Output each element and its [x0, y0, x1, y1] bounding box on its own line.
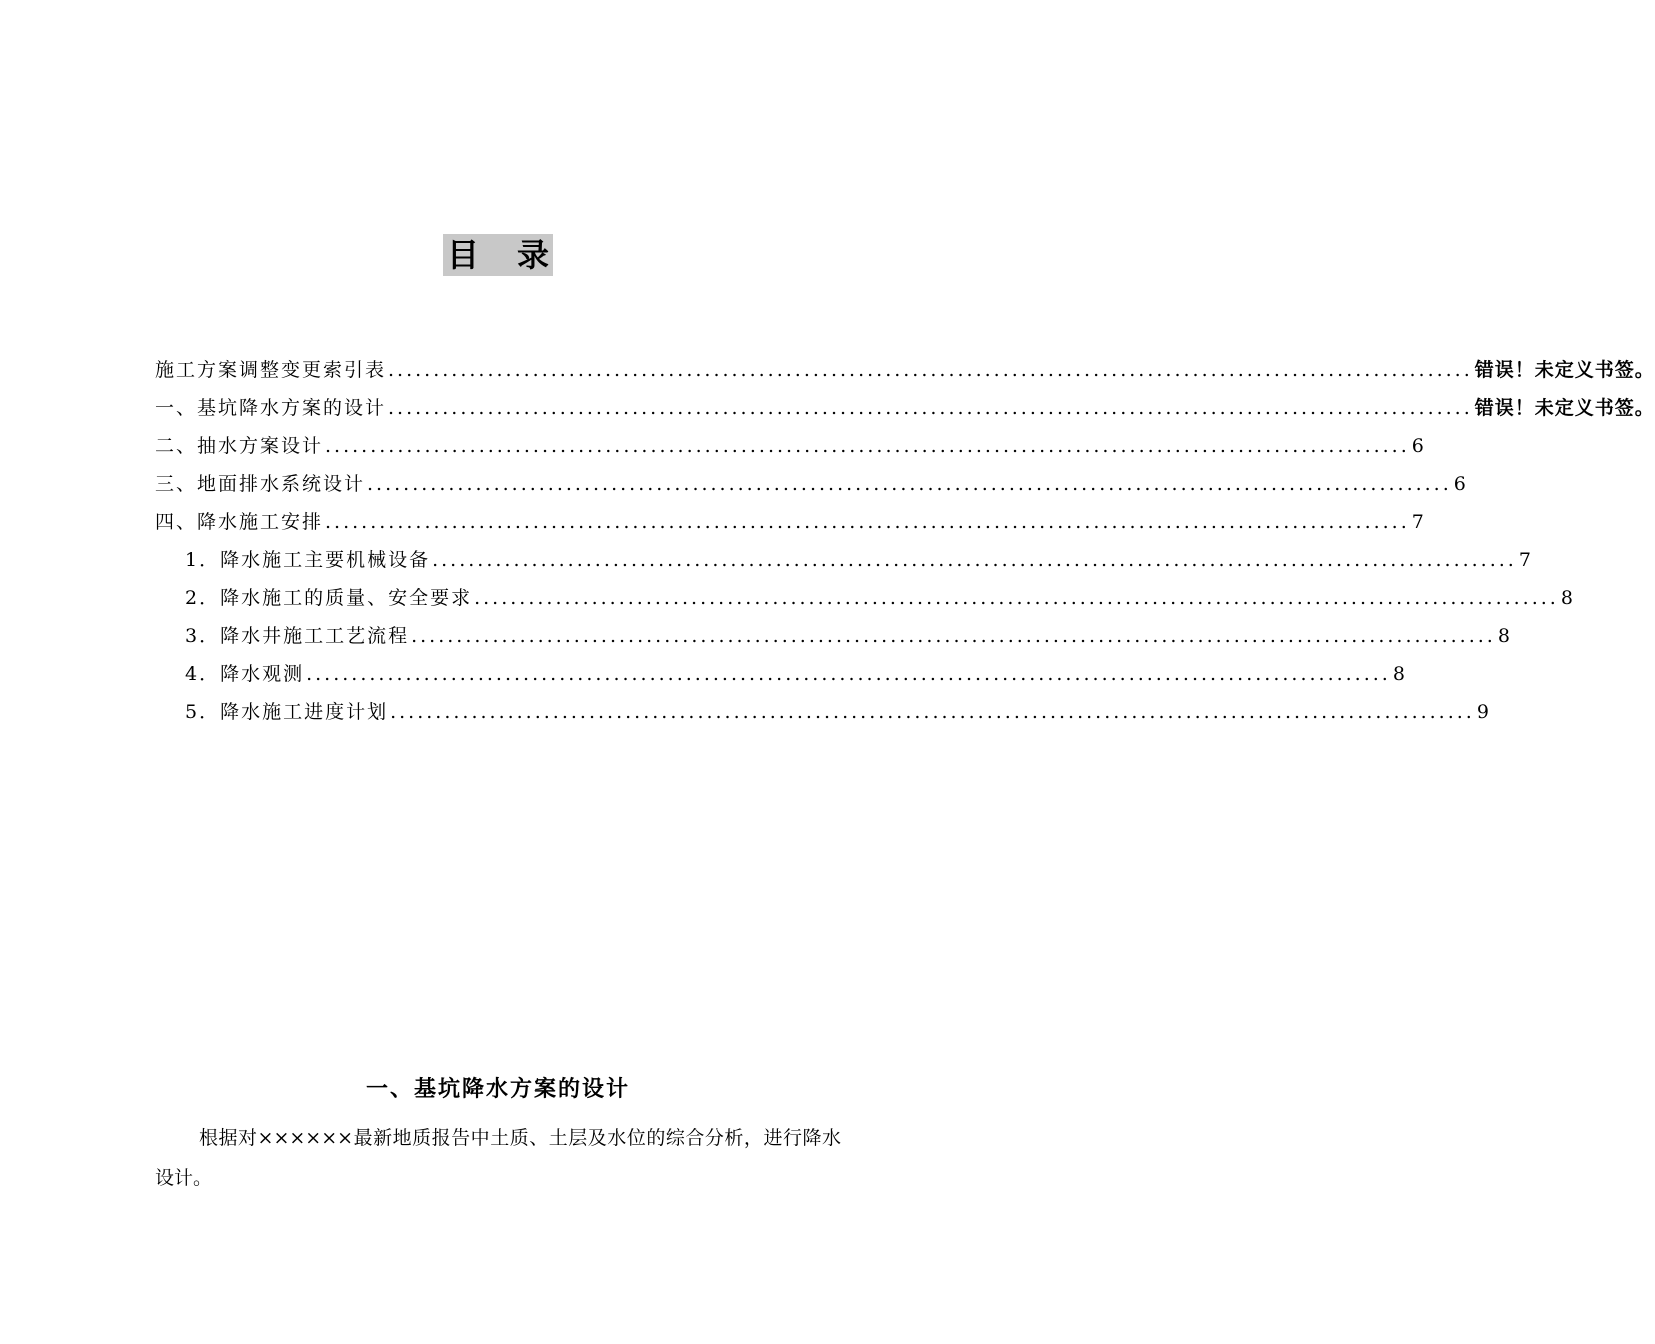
toc-entry-page: 7: [1411, 511, 1424, 533]
toc-entry-label: 2．降水施工的质量、安全要求: [185, 587, 473, 609]
toc-entry-label: 1．降水施工主要机械设备: [185, 549, 431, 571]
section-heading: 一、基坑降水方案的设计: [365, 1077, 630, 1102]
toc-entry-page: 6: [1453, 473, 1466, 495]
toc-leader-dots: ........................................................................................................................: [306, 663, 1391, 685]
toc-entry[interactable]: [155, 351, 1655, 389]
toc-leader-dots: ........................................................................................................................: [388, 359, 1473, 381]
toc-leader-dots: ........................................................................................................................: [325, 511, 1410, 533]
toc-leader-dots: ........................................................................................................................: [367, 473, 1452, 495]
toc-leader-dots: ........................................................................................................................: [390, 701, 1475, 723]
toc-title-char-1: 目: [446, 236, 479, 274]
toc-entry-page: 错误！未定义书签。: [1474, 397, 1655, 419]
toc-entry-label: 一、基坑降水方案的设计: [155, 397, 387, 419]
toc-leader-dots: ........................................................................................................................: [432, 549, 1517, 571]
toc-entry-page: 8: [1560, 587, 1573, 609]
toc-entry-label: 4．降水观测: [185, 663, 305, 685]
toc-entry-label: 四、降水施工安排: [155, 511, 324, 533]
toc-title: [443, 234, 553, 276]
toc-entry-label: 二、抽水方案设计: [155, 435, 324, 457]
table-of-contents: [155, 351, 1655, 731]
toc-entry[interactable]: [155, 503, 1424, 541]
toc-entry-label: 施工方案调整变更索引表: [155, 359, 387, 381]
toc-entry-page: 7: [1518, 549, 1531, 571]
toc-subentry[interactable]: [155, 617, 1510, 655]
toc-leader-dots: ........................................................................................................................: [325, 435, 1410, 457]
toc-subentry[interactable]: [155, 693, 1489, 731]
toc-entry-label: 3．降水井施工工艺流程: [185, 625, 410, 647]
toc-subentry[interactable]: [155, 579, 1573, 617]
toc-entry-page: 6: [1411, 435, 1424, 457]
toc-entry-page: 错误！未定义书签。: [1474, 359, 1655, 381]
toc-entry-page: 8: [1497, 625, 1510, 647]
toc-entry[interactable]: [155, 427, 1424, 465]
toc-leader-dots: ........................................................................................................................: [411, 625, 1496, 647]
toc-entry[interactable]: [155, 465, 1466, 503]
toc-entry-label: 5．降水施工进度计划: [185, 701, 389, 723]
toc-title-char-2: 录: [517, 236, 550, 274]
toc-entry-label: 三、地面排水系统设计: [155, 473, 366, 495]
toc-entry-page: 8: [1392, 663, 1405, 685]
toc-subentry[interactable]: [155, 655, 1405, 693]
toc-subentry[interactable]: [155, 541, 1531, 579]
toc-entry[interactable]: [155, 389, 1655, 427]
body-paragraph: 根据对××××××最新地质报告中土质、土层及水位的综合分析，进行降水设计。: [155, 1127, 841, 1189]
toc-leader-dots: ........................................................................................................................: [474, 587, 1559, 609]
toc-entry-page: 9: [1476, 701, 1489, 723]
toc-leader-dots: ........................................................................................................................: [388, 397, 1473, 419]
